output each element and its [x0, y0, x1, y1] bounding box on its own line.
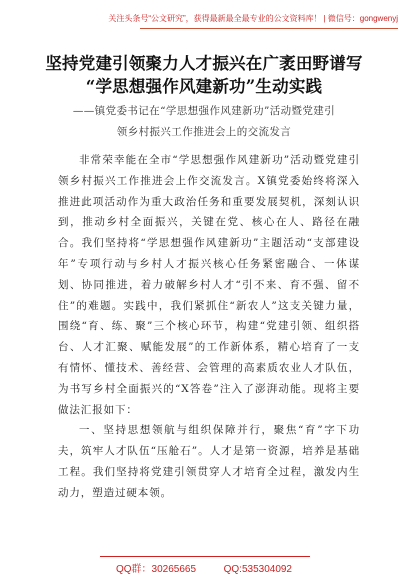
body-paragraph-section-1: 一、坚持思想领航与组织保障并行，聚焦“育”字下功夫，筑牢人才队伍“压舱石”。人才是第一资源，培养是基础工程。我们坚持将党建引领贯穿人才培育全过程，激发内生动力，塑造过硬本领。 — [58, 424, 360, 499]
document-subtitle-line-2: 领乡村振兴工作推进会上的交流发言 — [116, 126, 292, 138]
footer-divider — [100, 556, 310, 557]
document-title-line-2: “学思想强作风建新功”生动实践 — [85, 77, 323, 96]
footer-qq-group[interactable]: QQ群：30265665 — [115, 564, 197, 575]
document-title-line-1: 坚持党建引领聚力人才振兴在广袤田野谱写 — [45, 54, 363, 73]
banner-separator: | — [323, 13, 326, 23]
document-body — [58, 150, 360, 504]
body-paragraph-intro: 非常荣幸能在全市“学思想强作风建新功”活动暨党建引领乡村振兴工作推进会上作交流发言。X镇党委始终将深入推进此项活动作为重大政治任务和重要发展契机，深刻认识到，推动乡村全面振兴，关键在党、核心在人、路径在融合。我们坚持将“学思想强作风建新功”主题活动“支部建设年”专项行动与乡村人才振兴核心任务紧密融合、一体谋划、协同推进，着力破解乡村人才“引不来、育不强、留不住”的难题。实践中，我们紧抓住“新农人”这支关键力量，围绕“育、练、聚”三个核心环节，构建“党建引领、组织搭台、人才汇聚、赋能发展”的工作新体系，精心培育了一支有情怀、懂技术、善经营、会管理的高素质农业人才队伍，为书写乡村全面振兴的“X答卷”注入了澎湃动能。现将主要做法汇报如下： — [58, 154, 360, 416]
header-banner[interactable] — [108, 8, 398, 29]
banner-wechat-id: 微信号：gongwenyj — [327, 13, 398, 23]
document-subtitle-line-1: ——镇党委书记在“学思想强作风建新功”活动暨党建引 — [72, 105, 336, 117]
footer-contact — [0, 560, 408, 575]
banner-promo-text: 关注头条号“公文研究”，获得最新最全最专业的公文资料库！ — [108, 13, 322, 23]
footer-qq-number[interactable]: QQ:535304092 — [223, 564, 292, 575]
